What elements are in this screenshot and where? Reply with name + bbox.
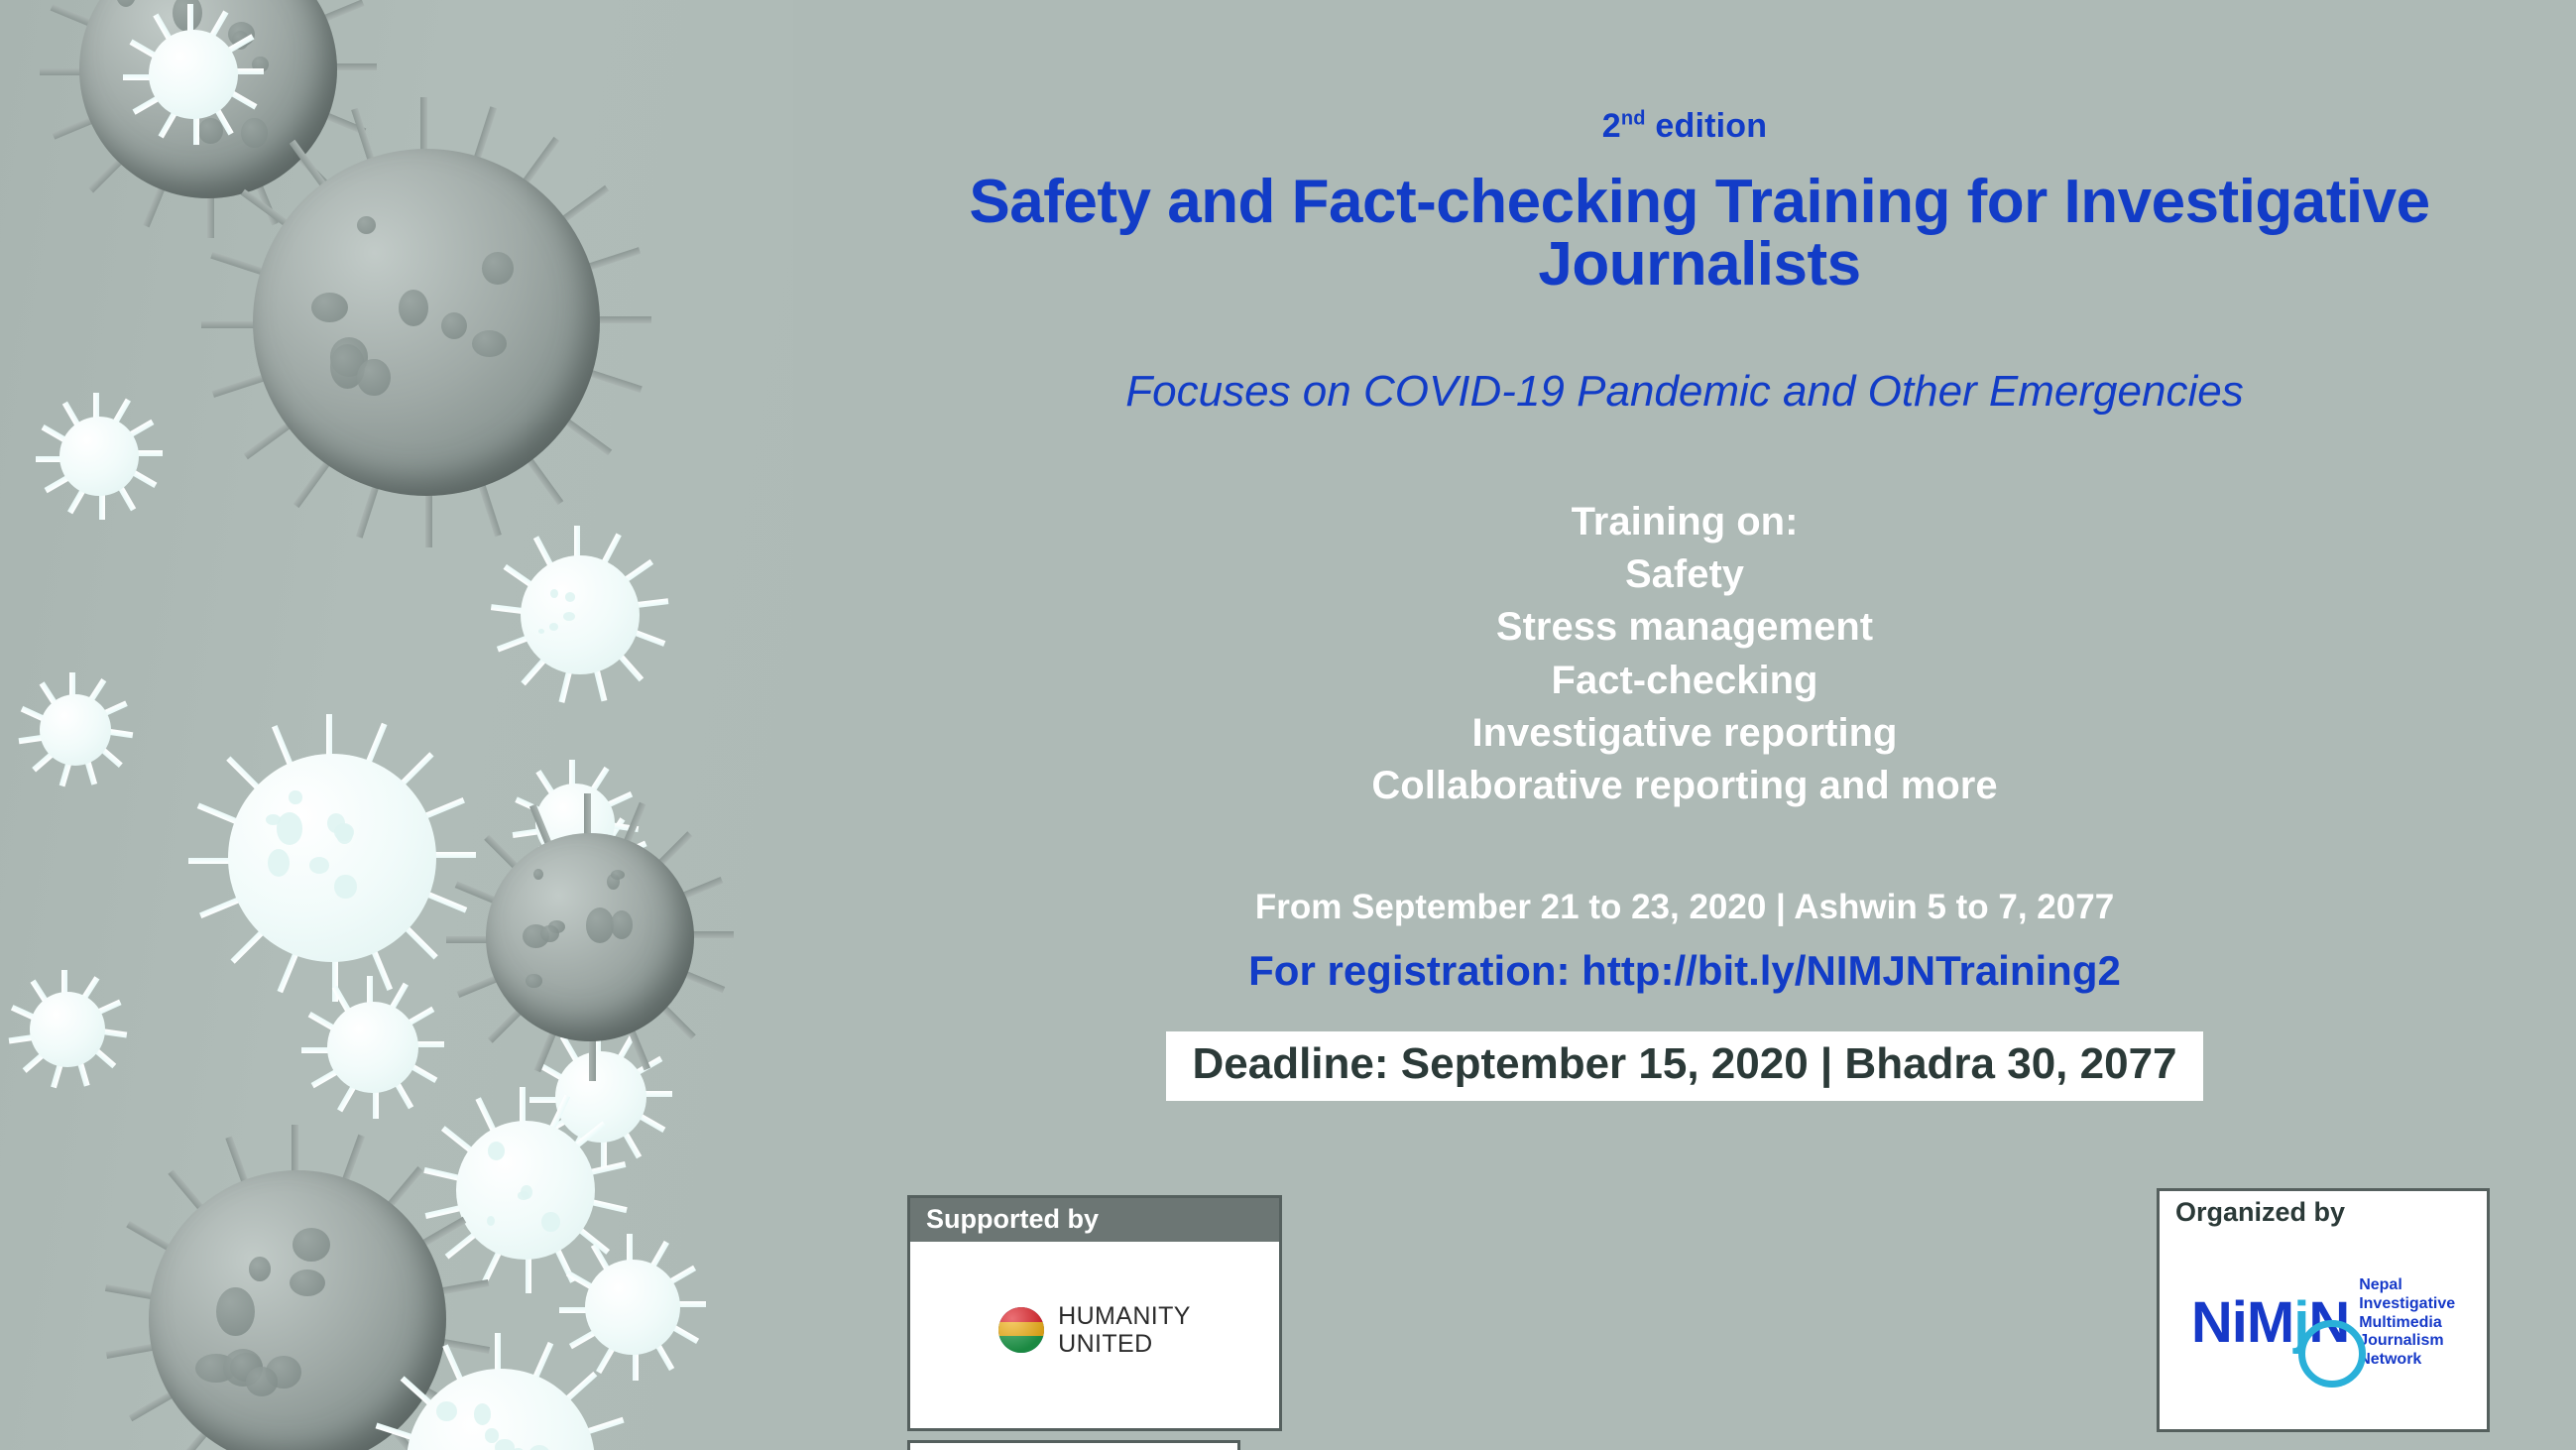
nimjn-expansion-line: Investigative [2359, 1294, 2456, 1312]
virus-particle-icon [30, 992, 105, 1067]
nimjn-acronym [2190, 1290, 2350, 1355]
page-subtitle: Focuses on COVID-19 Pandemic and Other Emergencies [1125, 367, 2244, 416]
deadline-badge: Deadline: September 15, 2020 | Bhadra 30, 2077 [1166, 1031, 2202, 1101]
training-item: Fact-checking [1551, 658, 1818, 702]
training-item: Stress management [1495, 605, 1874, 650]
nimjn-expansion-line: Journalism [2359, 1332, 2444, 1350]
event-dates: From September 21 to 23, 2020 | Ashwin 5 to 7, 2077 [1254, 888, 2115, 926]
coronavirus-illustration [0, 0, 793, 1450]
virus-particle-icon [40, 694, 111, 766]
nimjn-expansion-line: Nepal [2359, 1275, 2402, 1293]
virus-particle-icon [59, 417, 139, 496]
supported-by-caption: Supported by [910, 1198, 1279, 1242]
edition-label [793, 107, 2576, 146]
virus-particle-icon [521, 555, 640, 674]
nimjn-acronym-part1: NiM [2190, 1290, 2294, 1355]
nimjn-expansion-line: Network [2359, 1351, 2422, 1369]
deadline-wrapper [793, 1031, 2576, 1101]
virus-particle-icon [585, 1260, 680, 1355]
registration-link[interactable]: For registration: http://bit.ly/NIMJNTraining2 [1248, 947, 2121, 994]
virus-particle-icon [228, 754, 436, 962]
humanity-united-wordmark [1058, 1302, 1191, 1358]
organized-by-plate [2160, 1235, 2487, 1411]
virus-particle-icon [456, 1121, 595, 1260]
training-heading: Training on: [1571, 500, 1799, 544]
training-item: Collaborative reporting and more [1371, 763, 1998, 807]
nimjn-ring-icon [2298, 1320, 2366, 1388]
virus-particle-icon [149, 1170, 446, 1450]
page-title: Safety and Fact-checking Training for Investigative Journalists [969, 168, 2430, 300]
edition-number: 2 [1601, 107, 1621, 145]
training-item: Investigative reporting [1471, 710, 1898, 755]
humanity-united-mark-icon [998, 1307, 1044, 1353]
organized-by-card [2157, 1188, 2490, 1432]
nimjn-expansion-line: Multimedia [2359, 1313, 2442, 1331]
supported-by-plate [910, 1242, 1279, 1418]
nimjn-logo [2181, 1276, 2465, 1370]
virus-particle-icon [149, 30, 238, 119]
organized-by-caption: Organized by [2160, 1191, 2487, 1235]
virus-particle-icon [327, 1002, 418, 1093]
training-item: Safety [1624, 552, 1745, 597]
humanity-united-line1: HUMANITY [1058, 1302, 1191, 1330]
humanity-united-logo [998, 1302, 1191, 1358]
secondary-logo-card-partial [907, 1440, 1240, 1450]
edition-word: edition [1645, 107, 1768, 145]
supported-by-card [907, 1195, 1282, 1431]
nimjn-acronym-part2: j [2293, 1290, 2309, 1355]
virus-particle-icon [253, 149, 600, 496]
humanity-united-line2: UNITED [1058, 1330, 1153, 1358]
nimjn-expansion [2359, 1276, 2455, 1370]
nimjn-acronym-part3: N [2308, 1290, 2350, 1355]
virus-particle-icon [486, 833, 694, 1041]
virus-particle-icon [407, 1369, 595, 1450]
training-list [793, 496, 2576, 812]
edition-suffix: nd [1620, 107, 1646, 130]
